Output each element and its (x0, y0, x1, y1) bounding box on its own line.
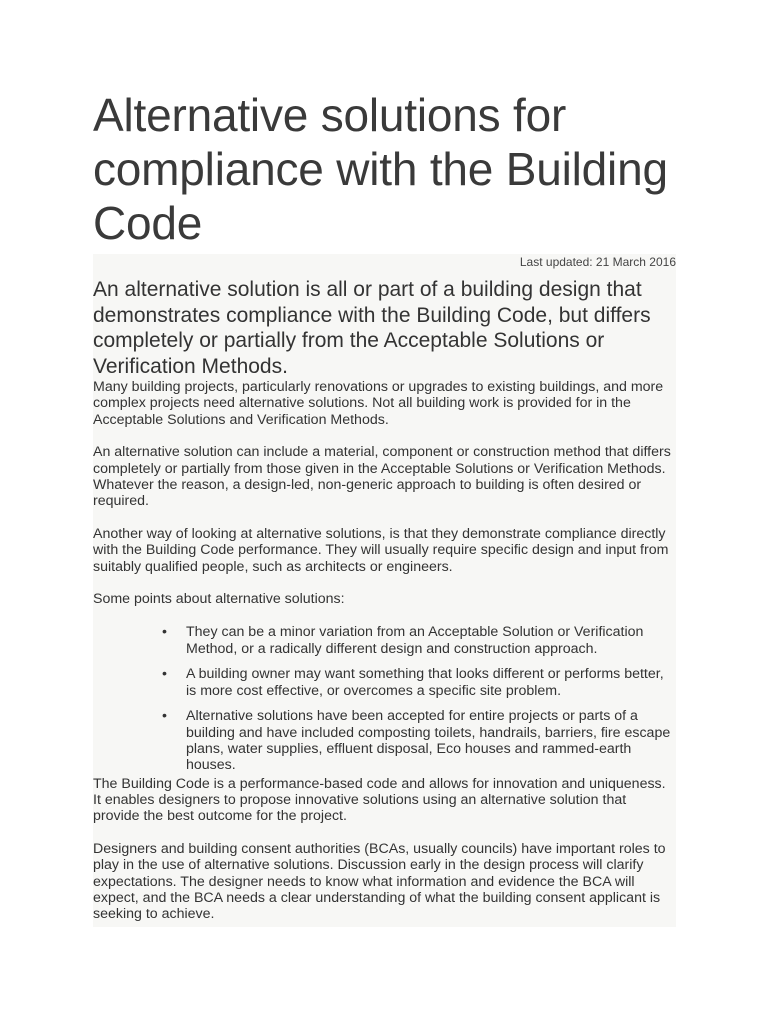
body-paragraph: Some points about alternative solutions: (93, 591, 345, 608)
body-paragraph: Many building projects, particularly renovations or upgrades to existing buildings, and more complex projects need alternative solutions. Not all building work is provided for in the Acceptable Solutions and Verification Methods. (93, 379, 664, 428)
body-paragraph: Another way of looking at alternative solutions, is that they demonstrate compliance directly with the Building Code performance. They will usually require specific design and input from suitably qualified people, such as architects or engineers. (93, 526, 669, 575)
body-paragraph: Designers and building consent authorities (BCAs, usually councils) have important roles to play in the use of alternative solutions. Discussion early in the design process will clarify expectations. The designer needs to know what information and evidence the BCA will expect, and the BCA needs a clear understanding of what the building consent applicant is seeking to achieve. (93, 841, 666, 923)
page-title: Alternative solutions for compliance with the Building Code (93, 89, 668, 249)
list-item-text: Alternative solutions have been accepted for entire projects or parts of a building and have included composting toilets, handrails, barriers, fire escape plans, water supplies, effluent disposal, Eco houses and rammed-earth houses. (186, 708, 671, 774)
list-item-text: They can be a minor variation from an Acceptable Solution or Verification Method, or a radically different design and construction approach. (186, 624, 644, 657)
article-body (93, 254, 676, 927)
list-item (162, 624, 676, 657)
list-item (162, 708, 676, 774)
last-updated: Last updated: 21 March 2016 (519, 255, 676, 269)
lead-paragraph: An alternative solution is all or part of a building design that demonstrates compliance with the Building Code, but differs completely or partially from the Acceptable Solutions or Verification Methods. (93, 278, 651, 378)
bullet-icon: • (162, 708, 167, 725)
points-list (93, 624, 676, 773)
list-item (162, 666, 676, 699)
bullet-icon: • (162, 624, 167, 641)
bullet-icon: • (162, 666, 167, 683)
list-item-text: A building owner may want something that looks different or performs better, is more cost effective, or overcomes a specific site problem. (186, 666, 664, 699)
body-paragraph: The Building Code is a performance-based code and allows for innovation and uniqueness. It enables designers to propose innovative solutions using an alternative solution that provide the best outcome for the project. (93, 775, 666, 825)
article (93, 88, 676, 927)
body-paragraph: An alternative solution can include a material, component or construction method that differs completely or partially from those given in the Acceptable Solutions or Verification Methods. Whatever the reason, a design-led, non-generic approach to building is often desired or required. (93, 444, 671, 510)
